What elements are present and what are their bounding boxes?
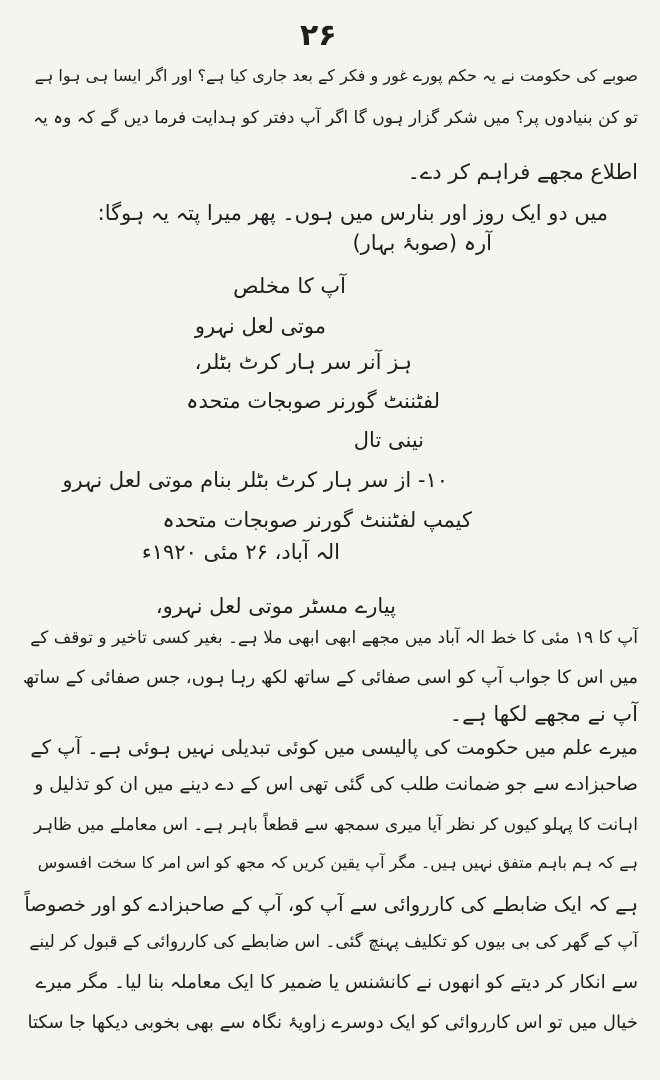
signoff-line: آپ کا مخلص xyxy=(233,274,346,298)
address-line: ہز آنر سر ہار کرٹ بٹلر، xyxy=(194,350,412,374)
text-line: سے انکار کر دیتے کو انھوں نے کانشنس یا ضمیر کا ایک معاملہ بنا لیا۔ مگر میرے xyxy=(35,972,638,993)
text-line: میں دو ایک روز اور بنارس میں ہوں۔ پھر میرا پتہ یہ ہوگا: xyxy=(97,201,608,225)
text-line: اہانت کا پہلو کیوں کر نظر آیا میری سمجھ سے قطعاً باہر ہے۔ اس معاملے میں ظاہر xyxy=(33,815,638,835)
text-line: صوبے کی حکومت نے یہ حکم پورے غور و فکر کے بعد جاری کیا ہے؟ اور اگر ایسا ہی ہوا ہے xyxy=(34,66,638,85)
text-line: آرہ (صوبۂ بہار) xyxy=(352,231,492,255)
address-line: لفٹننٹ گورنر صوبجات متحدہ xyxy=(186,389,440,413)
address-line: نینی تال xyxy=(353,428,424,452)
text-line: ہے کہ ایک ضابطے کی کارروائی سے آپ کو، آپ کے صاحبزادے کو اور خصوصاً xyxy=(24,893,638,916)
letter-heading: کیمپ لفٹننٹ گورنر صوبجات متحدہ xyxy=(162,508,472,532)
text-line: تو کن بنیادوں پر؟ میں شکر گزار ہوں گا اگر آپ دفتر کو ہدایت فرما دیں گے کہ وہ یہ xyxy=(33,108,638,128)
text-line: میں اس کا جواب آپ کو اسی صفائی کے ساتھ لکھ رہا ہوں، جس صفائی کے ساتھ xyxy=(23,667,638,688)
letter-heading: ۱۰- از سر ہار کرٹ بٹلر بنام موتی لعل نہرو xyxy=(62,468,448,492)
text-line: ہے کہ ہم باہم متفق نہیں ہیں۔ مگر آپ یقین کریں کہ مجھ کو اس امر کا سخت افسوس xyxy=(37,853,638,872)
text-line: میرے علم میں حکومت کی پالیسی میں کوئی تبدیلی نہیں ہوئی ہے۔ آپ کے xyxy=(30,736,638,759)
text-line: آپ نے مجھے لکھا ہے۔ xyxy=(449,702,638,726)
letter-date: الہ آباد، ۲۶ مئی ۱۹۲۰ء xyxy=(141,540,340,564)
text-line: صاحبزادے سے جو ضمانت طلب کی گئی تھی اس کے دے دینے میں ان کو تذلیل و xyxy=(34,774,638,795)
text-line: آپ کے گھر کی بی بیوں کو تکلیف پہنچ گئی۔ اس ضابطے کی کارروائی کے قبول کر لینے xyxy=(29,932,638,952)
text-line: اطلاع مجھے فراہم کر دے۔ xyxy=(407,160,638,184)
signature-name: موتی لعل نہرو xyxy=(194,314,326,338)
text-line: خیال میں تو اس کارروائی کو ایک دوسرے زاویۂ نگاہ سے بھی بخوبی دیکھا جا سکتا xyxy=(27,1012,638,1033)
text-line: آپ کا ۱۹ مئی کا خط الہ آباد میں مجھے ابھی ابھی ملا ہے۔ بغیر کسی تاخیر و توقف کے xyxy=(30,628,638,648)
page-number: ۲۶ xyxy=(300,18,337,53)
salutation: پیارے مسٹر موتی لعل نہرو، xyxy=(155,594,396,618)
